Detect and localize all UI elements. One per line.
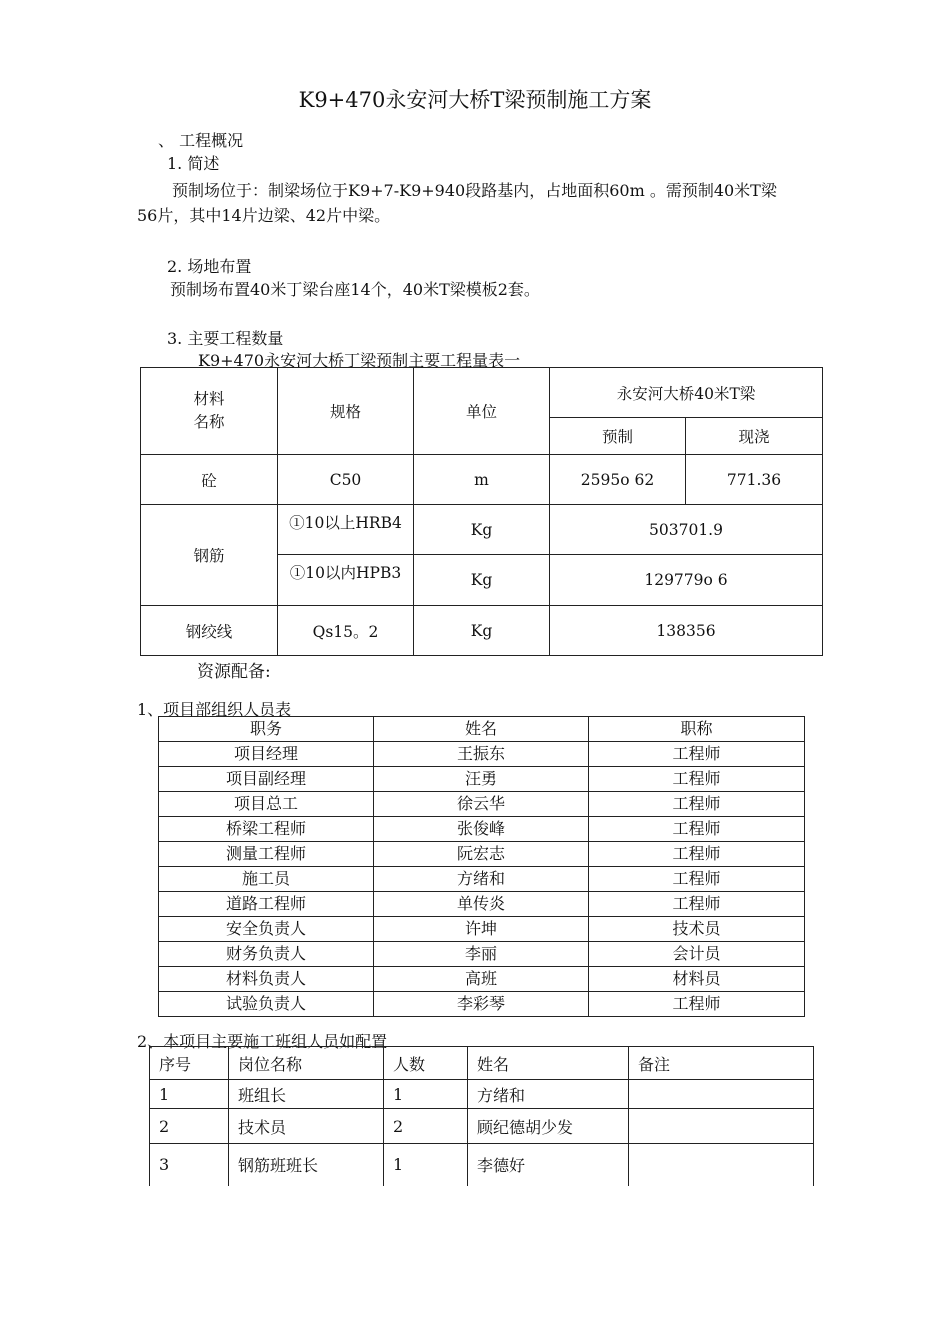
header-count: 人数 [384,1047,468,1080]
brief-text-line2: 56片，其中14片边梁、42片中梁。 [137,206,391,225]
crew-name: 方绪和 [468,1080,629,1109]
personnel-table [158,716,805,1017]
crew-post: 钢筋班班长 [229,1144,384,1186]
personnel-name: 方绪和 [374,867,589,892]
header-precast: 预制 [550,418,686,455]
personnel-title: 工程师 [589,792,805,817]
personnel-name: 徐云华 [374,792,589,817]
personnel-row [159,767,805,792]
crew-count: 2 [384,1109,468,1144]
crew-count: 1 [384,1080,468,1109]
section-heading-resources: 资源配备: [197,662,271,682]
personnel-title: 工程师 [589,867,805,892]
header-material-name: 材料 名称 [141,368,278,455]
crew-count: 1 [384,1144,468,1186]
personnel-title: 材料员 [589,967,805,992]
quantity-table [140,367,823,656]
section-heading-site: 2. 场地布置 [167,257,252,276]
personnel-title: 工程师 [589,767,805,792]
crew-post: 技术员 [229,1109,384,1144]
rebar-unit-2: Kg [414,555,550,606]
personnel-header-row [159,717,805,742]
header-seq: 序号 [150,1047,229,1080]
strand-spec: Qs15。2 [278,606,414,656]
rebar-name: 钢筋 [141,505,278,606]
personnel-name: 王振东 [374,742,589,767]
header-spec: 规格 [278,368,414,455]
header-position: 职务 [159,717,374,742]
section-heading-crew: 2、本项目主要施工班组人员如配置 [137,1032,388,1051]
strand-unit: Kg [414,606,550,656]
header-title: 职称 [589,717,805,742]
personnel-row [159,967,805,992]
personnel-position: 财务负责人 [159,942,374,967]
header-cast-in-place: 现浇 [686,418,823,455]
personnel-title: 工程师 [589,842,805,867]
crew-seq: 2 [150,1109,229,1144]
personnel-row [159,892,805,917]
personnel-position: 试验负责人 [159,992,374,1017]
personnel-name: 汪勇 [374,767,589,792]
crew-post: 班组长 [229,1080,384,1109]
personnel-title: 会计员 [589,942,805,967]
crew-remarks [629,1144,814,1186]
personnel-row [159,867,805,892]
crew-name: 顾纪德胡少发 [468,1109,629,1144]
personnel-title: 工程师 [589,817,805,842]
section-heading-overview: 、 工程概况 [158,131,244,150]
header-unit: 单位 [414,368,550,455]
personnel-row [159,842,805,867]
crew-remarks [629,1109,814,1144]
personnel-row [159,742,805,767]
rebar-unit-1: Kg [414,505,550,555]
personnel-position: 安全负责人 [159,917,374,942]
quantity-table-caption: K9+470永安河大桥丁梁预制主要工程量表一 [198,351,521,370]
header-remarks: 备注 [629,1047,814,1080]
section-heading-personnel: 1、项目部组织人员表 [137,700,292,719]
concrete-cast-value: 771.36 [686,455,823,505]
crew-name: 李德好 [468,1144,629,1186]
personnel-name: 李彩琴 [374,992,589,1017]
crew-remarks [629,1080,814,1109]
header-person-name: 姓名 [468,1047,629,1080]
personnel-name: 李丽 [374,942,589,967]
brief-text-line1: 预制场位于：制梁场位于K9+7-K9+940段路基内，占地面积60m 。需预制40米T梁 [172,181,777,200]
strand-value: 138356 [550,606,823,656]
personnel-position: 道路工程师 [159,892,374,917]
crew-table [149,1046,814,1186]
rebar-value-2: 129779o 6 [550,555,823,606]
personnel-name: 阮宏志 [374,842,589,867]
rebar-spec-2: ①10以内HPB3 [278,555,414,606]
personnel-position: 项目副经理 [159,767,374,792]
personnel-position: 材料负责人 [159,967,374,992]
personnel-row [159,917,805,942]
crew-seq: 3 [150,1144,229,1186]
personnel-position: 施工员 [159,867,374,892]
crew-header-row [150,1047,814,1080]
strand-name: 钢绞线 [141,606,278,656]
personnel-title: 技术员 [589,917,805,942]
site-text: 预制场布置40米丁梁台座14个，40米T梁模板2套。 [170,280,540,299]
concrete-spec: C50 [278,455,414,505]
personnel-position: 测量工程师 [159,842,374,867]
rebar-value-1: 503701.9 [550,505,823,555]
crew-row [150,1109,814,1144]
personnel-row [159,992,805,1017]
personnel-position: 桥梁工程师 [159,817,374,842]
section-heading-quantity: 3. 主要工程数量 [167,329,284,348]
personnel-name: 单传炎 [374,892,589,917]
crew-seq: 1 [150,1080,229,1109]
personnel-name: 张俊峰 [374,817,589,842]
personnel-row [159,817,805,842]
personnel-title: 工程师 [589,742,805,767]
personnel-position: 项目总工 [159,792,374,817]
crew-row [150,1080,814,1109]
header-bridge-40m-t-beam: 永安河大桥40米T梁 [550,368,823,418]
concrete-name: 砼 [141,455,278,505]
crew-row [150,1144,814,1186]
personnel-title: 工程师 [589,892,805,917]
section-heading-brief: 1. 简述 [167,154,220,173]
personnel-position: 项目经理 [159,742,374,767]
header-post: 岗位名称 [229,1047,384,1080]
document-title: K9+470永安河大桥T梁预制施工方案 [298,88,652,112]
personnel-name: 高班 [374,967,589,992]
rebar-spec-1: ①10以上HRB4 [278,505,414,555]
personnel-name: 许坤 [374,917,589,942]
concrete-unit: m [414,455,550,505]
personnel-title: 工程师 [589,992,805,1017]
concrete-precast-value: 2595o 62 [550,455,686,505]
header-name: 姓名 [374,717,589,742]
personnel-row [159,942,805,967]
personnel-row [159,792,805,817]
